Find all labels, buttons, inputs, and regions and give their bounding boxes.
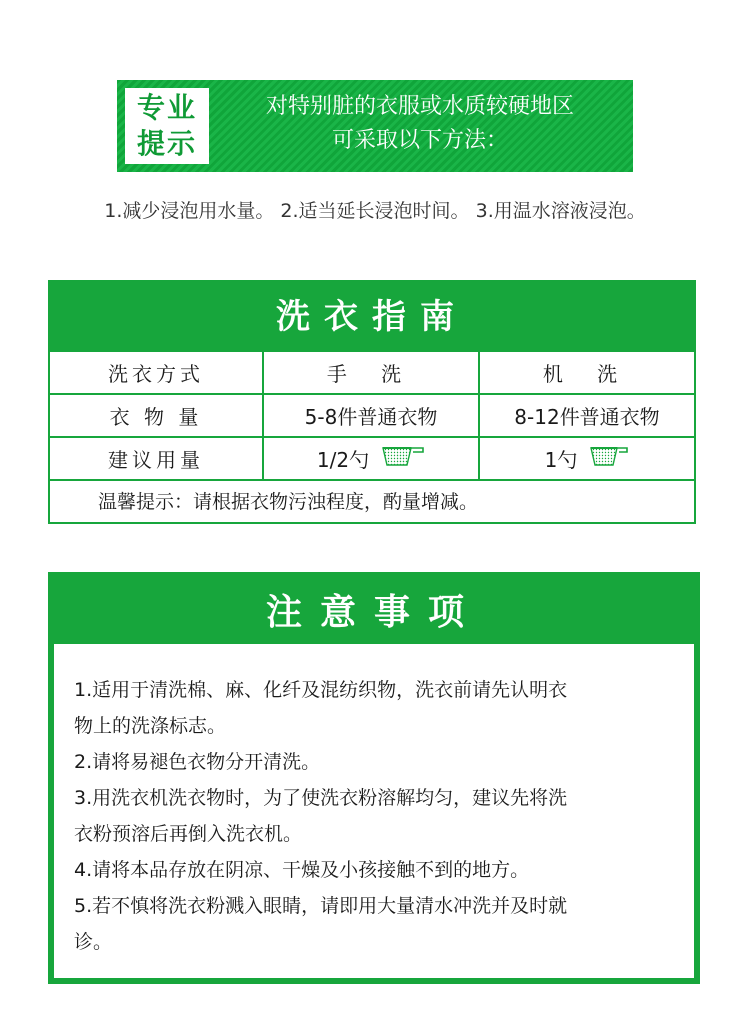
notice-line: 衣粉预溶后再倒入洗衣机。	[74, 823, 303, 845]
badge-line-2: 提示	[136, 127, 197, 160]
notice-line: 诊。	[74, 931, 113, 953]
guide-title: 洗衣指南	[50, 282, 694, 352]
machine-wash-dosage: 1勺	[544, 448, 578, 472]
table-row-load	[50, 395, 694, 438]
header-machine-wash: 机 洗	[542, 362, 632, 386]
machine-wash-load: 8-12件普通衣物	[514, 405, 660, 429]
notice-line: 1.适用于清洗棉、麻、化纤及混纺织物，洗衣前请先认明衣	[74, 679, 568, 701]
badge-line-1: 专业	[136, 91, 197, 124]
row-label-dosage: 建议用量	[50, 438, 264, 479]
notice-line: 2.请将易褪色衣物分开清洗。	[74, 751, 321, 773]
tip-line-1: 对特别脏的衣服或水质较硬地区	[265, 94, 574, 119]
guide-note: 温馨提示：请根据衣物污浊程度，酌量增减。	[98, 491, 479, 513]
tip-line-2: 可采取以下方法：	[331, 128, 508, 153]
notice-line: 3.用洗衣机洗衣物时，为了使洗衣粉溶解均匀，建议先将洗	[74, 787, 568, 809]
hand-wash-load: 5-8件普通衣物	[264, 395, 480, 436]
methods-text: 1.减少浸泡用水量。 2.适当延长浸泡时间。 3.用温水溶液浸泡。	[104, 200, 646, 222]
measuring-scoop-icon	[589, 445, 629, 472]
machine-wash-dosage-cell	[480, 438, 694, 479]
notice-line: 物上的洗涤标志。	[74, 715, 227, 737]
notice-title: 注意事项	[265, 592, 482, 633]
pro-tip-badge	[125, 88, 209, 164]
row-label-load: 衣 物 量	[50, 395, 264, 436]
pro-tip-banner	[117, 80, 633, 172]
washing-guide-table	[48, 280, 696, 524]
notice-line: 5.若不慎将洗衣粉溅入眼睛，请即用大量清水冲洗并及时就	[74, 895, 568, 917]
hand-wash-dosage: 1/2勺	[316, 448, 370, 472]
notice-box	[48, 572, 700, 984]
notice-line: 4.请将本品存放在阴凉、干燥及小孩接触不到的地方。	[74, 859, 530, 881]
hand-wash-dosage-cell	[264, 438, 480, 479]
notice-body	[54, 644, 694, 978]
header-hand-wash: 手 洗	[264, 352, 480, 393]
measuring-scoop-icon	[381, 445, 425, 472]
table-header-row	[50, 352, 694, 395]
table-row-dosage	[50, 438, 694, 481]
tip-text	[217, 90, 623, 158]
header-method: 洗衣方式	[50, 352, 264, 393]
